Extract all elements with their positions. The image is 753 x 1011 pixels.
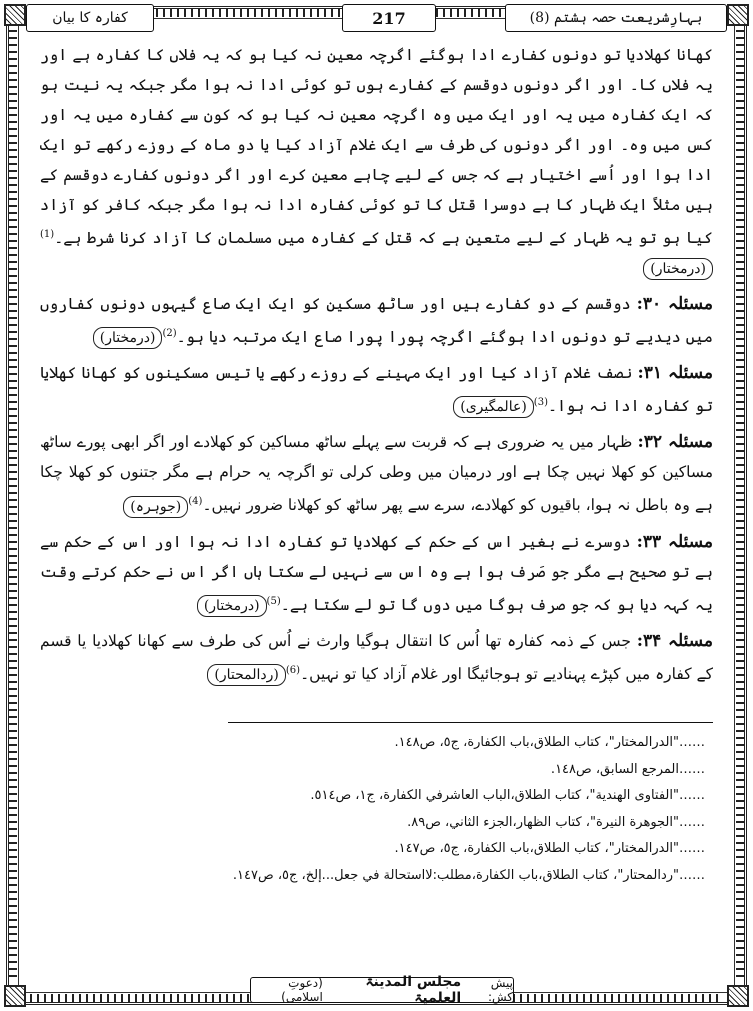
masala-text: دوقسم کے دو کفارے ہیں اور ساٹھ مسکین کو ایک ایک صاع گیہوں دونوں کفاروں میں دیدیے تو دونوں ادا ہوگئے اگرچہ پورا پورا صاع ایک مرتبہ دیا ہو۔ xyxy=(40,295,713,347)
chapter-title: کفارہ کا بیان xyxy=(26,4,154,32)
masala-34 xyxy=(40,626,713,689)
masala-text: جس کے ذمہ کفارہ تھا اُس کا انتقال ہوگیا وارث نے اُس کی طرف سے کھانا کھلادیا یا قسم کے کفارہ میں کپڑے پہنادیے تو ہوجائیگا اور غلام آزاد کیا تو نہیں۔ xyxy=(40,631,713,683)
publisher-sub: (دعوتِ اسلامی) xyxy=(281,976,323,1004)
source-citation: (عالمگیری) xyxy=(453,396,534,418)
publisher-box xyxy=(250,974,514,1006)
page-body xyxy=(40,40,713,695)
footnote-item: ……"الجوهرة النيرة"، كتاب الظهار،الجزء الثاني، ص٨٩. xyxy=(407,814,705,830)
masala-text: نصف غلام آزاد کیا اور ایک مہینے کے روزے رکھے یا تیس مسکینوں کو کھانا کھلایا تو کفارہ ادا نہ ہوا۔ xyxy=(40,364,713,416)
source-citation: (درمختار) xyxy=(197,595,267,617)
page-header xyxy=(22,4,731,32)
footnote-item: ……"ردالمحتار"، كتاب الطلاق،باب الكفارة،مطلب:لااستحالة في جعل...إلخ، ج٥، ص١٤٧. xyxy=(232,867,705,883)
masala-31 xyxy=(40,358,713,421)
footnote-ref[interactable]: (5) xyxy=(266,595,281,607)
masala-text: دوسرے نے بغیر اس کے حکم کے کھلادیا تو کفارہ ادا نہ ہوا اور اس کے حکم سے ہے تو صحیح ہے مگر جو صَرف ہوا ہے وہ اس سے نہیں لے سکتا ہاں اگر اس نے حکم کرتے وقت یہ کہہ دیا ہو کہ جو صرف ہوگا میں دوں گا تو لے سکتا ہے۔ xyxy=(40,532,713,614)
source-citation: (درمختار) xyxy=(643,258,713,280)
book-title: بہارِشریعت حصہ ہشتم (8) xyxy=(505,4,727,32)
source-citation: (درمختار) xyxy=(93,327,163,349)
footnote-item: ……"الدرالمختار"، كتاب الطلاق،باب الكفارة، ج٥، ص١٤٧. xyxy=(394,841,705,856)
paragraph-text: کھانا کھلادیا تو دونوں کفارے ادا ہوگئے اگرچہ معین نہ کیا ہو کہ یہ فلاں کا کفارہ ہے اور یہ فلاں کا۔ اور اگر دونوں دوقسم کے کفارے ہوں تو کوئی ادا نہ ہوا مگر جبکہ یہ نیت ہو کہ ایک کفارہ میں یہ اور ایک میں وہ اگرچہ معین نہ کیا ہو کہ کون سے کفارہ میں یہ اور کس میں وہ۔ اور اگر دونوں کی طرف سے ایک غلام آزاد کیا یا دو ماہ کے روزے رکھے تو ایک ادا ہوا اور اُسے اختیار ہے کہ جس کے لیے چاہے معین کرے اور اگر دونوں کفارے دوقسم کے ہیں مثلاً ایک ظہار کا ہے دوسرا قتل کا تو کوئی کفارہ ادا نہ ہوا مگر جبکہ کافر کو آزاد کیا ہو تو یہ ظہار کے لیے متعین ہے کہ قتل کے کفارہ میں مسلمان کا آزاد کرنا شرط ہے۔ xyxy=(40,46,713,248)
footnote-ref[interactable]: (6) xyxy=(285,664,301,676)
footnote-ref[interactable]: (3) xyxy=(533,397,548,409)
right-border-ornament xyxy=(736,30,744,981)
footnote-item: ……المرجع السابق، ص١٤٨. xyxy=(550,761,705,777)
masala-32 xyxy=(40,427,713,520)
masala-text: ظہار میں یہ ضروری ہے کہ قربت سے پہلے ساٹھ مساکین کو کھلادے اور اگر ابھی پورے ساٹھ مساکین کو کھلا نہیں چکا ہے اور درمیان میں وطی کرلی تو اگرچہ یہ حرام ہے مگر جتنوں کو کھلا چکا ہے وہ باطل نہ ہوا، باقیوں کو کھلادے، سرے سے پھر ساٹھ کو کھلانا ضرور نہیں۔ xyxy=(40,433,713,515)
footnotes xyxy=(40,730,713,889)
masala-label: مسئلہ ۳۲: xyxy=(637,432,713,453)
masala-33 xyxy=(40,527,713,620)
footnote-ref[interactable]: (4) xyxy=(188,496,203,508)
source-citation: (ردالمحتار) xyxy=(207,664,285,686)
source-citation: (جوہرہ) xyxy=(123,496,188,518)
masala-label: مسئلہ ۳۴: xyxy=(636,630,713,651)
page-number: 217 xyxy=(342,4,436,32)
paragraph xyxy=(40,40,713,283)
publisher-name: مجلس المدینۃ العلمیۃ xyxy=(365,974,462,1006)
left-border-ornament xyxy=(9,30,17,981)
footnote-item: ……"الفتاوى الهندية"، كتاب الطلاق،الباب العاشرفي الكفارة، ج١، ص٥١٤. xyxy=(310,788,705,803)
footnote-item: ……"الدرالمختار"، كتاب الطلاق،باب الكفارة، ج٥، ص١٤٨. xyxy=(394,735,705,750)
page-footer xyxy=(0,974,753,1006)
masala-label: مسئلہ ۳۳: xyxy=(636,531,713,552)
masala-30 xyxy=(40,289,713,352)
masala-label: مسئلہ ۳۱: xyxy=(637,363,713,384)
footnote-ref[interactable]: (2) xyxy=(162,328,177,340)
presenter-label: پیش کش: xyxy=(487,976,513,1004)
footnote-ref[interactable]: (1) xyxy=(40,229,55,240)
masala-label: مسئلہ ۳۰: xyxy=(636,294,713,315)
footnote-separator xyxy=(228,722,713,723)
